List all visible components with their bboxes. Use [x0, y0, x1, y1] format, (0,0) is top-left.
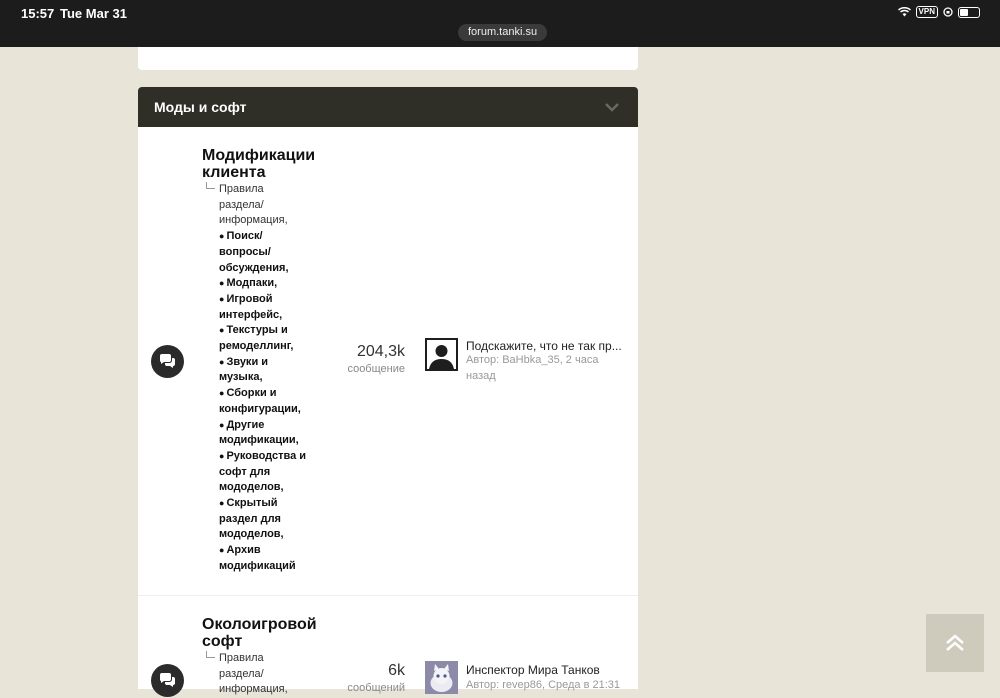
subforum-link[interactable]: ● Другие модификации,	[219, 418, 299, 447]
bullet-icon: ●	[219, 419, 225, 430]
chevron-down-icon[interactable]	[604, 100, 620, 114]
subforum-list	[204, 182, 314, 575]
bullet-icon: ●	[219, 388, 225, 399]
chat-bubbles-icon	[151, 664, 184, 697]
bullet-icon: ●	[219, 293, 225, 304]
forum-list	[138, 127, 638, 696]
subforum-link[interactable]: ● Игровой интерфейс,	[219, 292, 283, 321]
posts-count: 204,3k	[356, 343, 405, 360]
posts-label: сообщений	[347, 682, 405, 694]
forum-row	[138, 596, 638, 696]
rules-link-cont[interactable]: раздела/ информация,	[219, 667, 288, 696]
last-post-title[interactable]: Подскажите, что не так пр...	[466, 339, 622, 353]
bullet-icon: ●	[219, 231, 225, 242]
subforum-link[interactable]: ● Модпаки,	[219, 277, 278, 290]
forum-title[interactable]: Околоигровой софт	[202, 616, 317, 650]
rules-link[interactable]: Правила	[204, 651, 314, 667]
status-bar	[0, 0, 1000, 47]
bullet-icon: ●	[219, 545, 225, 556]
last-post-meta: Автор: revep86, Среда в 21:31	[466, 679, 621, 691]
user-avatar-icon[interactable]	[425, 338, 458, 371]
chat-bubbles-icon	[151, 345, 184, 378]
address-bar[interactable]: forum.tanki.su	[458, 24, 547, 41]
rules-link[interactable]: Правила	[204, 182, 314, 198]
last-post-meta: Автор: BaHbka_35, 2 часа назад	[466, 354, 599, 382]
status-time: 15:57	[21, 6, 55, 21]
subforum-link[interactable]: ● Поиск/ вопросы/ обсуждения,	[219, 230, 289, 274]
posts-label: сообщение	[347, 363, 405, 375]
forum-title[interactable]: Модификации клиента	[202, 147, 316, 181]
subforum-link[interactable]: ● Звуки и музыка,	[219, 355, 269, 384]
subforum-link[interactable]: ● Руководства и софт для мододелов,	[219, 449, 307, 494]
scroll-to-top-button[interactable]	[926, 614, 984, 672]
wifi-icon	[898, 7, 911, 17]
subforum-link[interactable]: ● Архив модификаций	[219, 544, 296, 572]
double-chevron-up-icon	[944, 632, 966, 654]
bullet-icon: ●	[219, 278, 225, 289]
status-date: Tue Mar 31	[60, 6, 127, 21]
battery-icon	[958, 7, 980, 18]
last-post-title[interactable]: Инспектор Мира Танков	[466, 663, 600, 677]
subforum-link[interactable]: ● Сборки и конфигурации,	[219, 387, 301, 415]
user-avatar-icon[interactable]	[425, 661, 458, 694]
posts-count: 6k	[388, 662, 405, 679]
bullet-icon: ●	[219, 498, 225, 509]
bullet-icon: ●	[219, 450, 225, 461]
bullet-icon: ●	[219, 356, 225, 367]
status-icons	[898, 6, 980, 18]
subforum-link[interactable]: ● Скрытый раздел для мододелов,	[219, 497, 284, 541]
subforum-list	[204, 651, 314, 698]
orientation-lock-icon	[943, 7, 953, 17]
vpn-icon: VPN	[916, 6, 938, 18]
section-header[interactable]	[138, 87, 638, 127]
forum-row	[138, 127, 638, 596]
rules-link-cont[interactable]: раздела/ информация,	[219, 198, 288, 227]
bullet-icon: ●	[219, 325, 225, 336]
subforum-link[interactable]: ● Текстуры и ремоделлинг,	[219, 324, 294, 353]
section-title: Моды и софт	[154, 99, 247, 115]
